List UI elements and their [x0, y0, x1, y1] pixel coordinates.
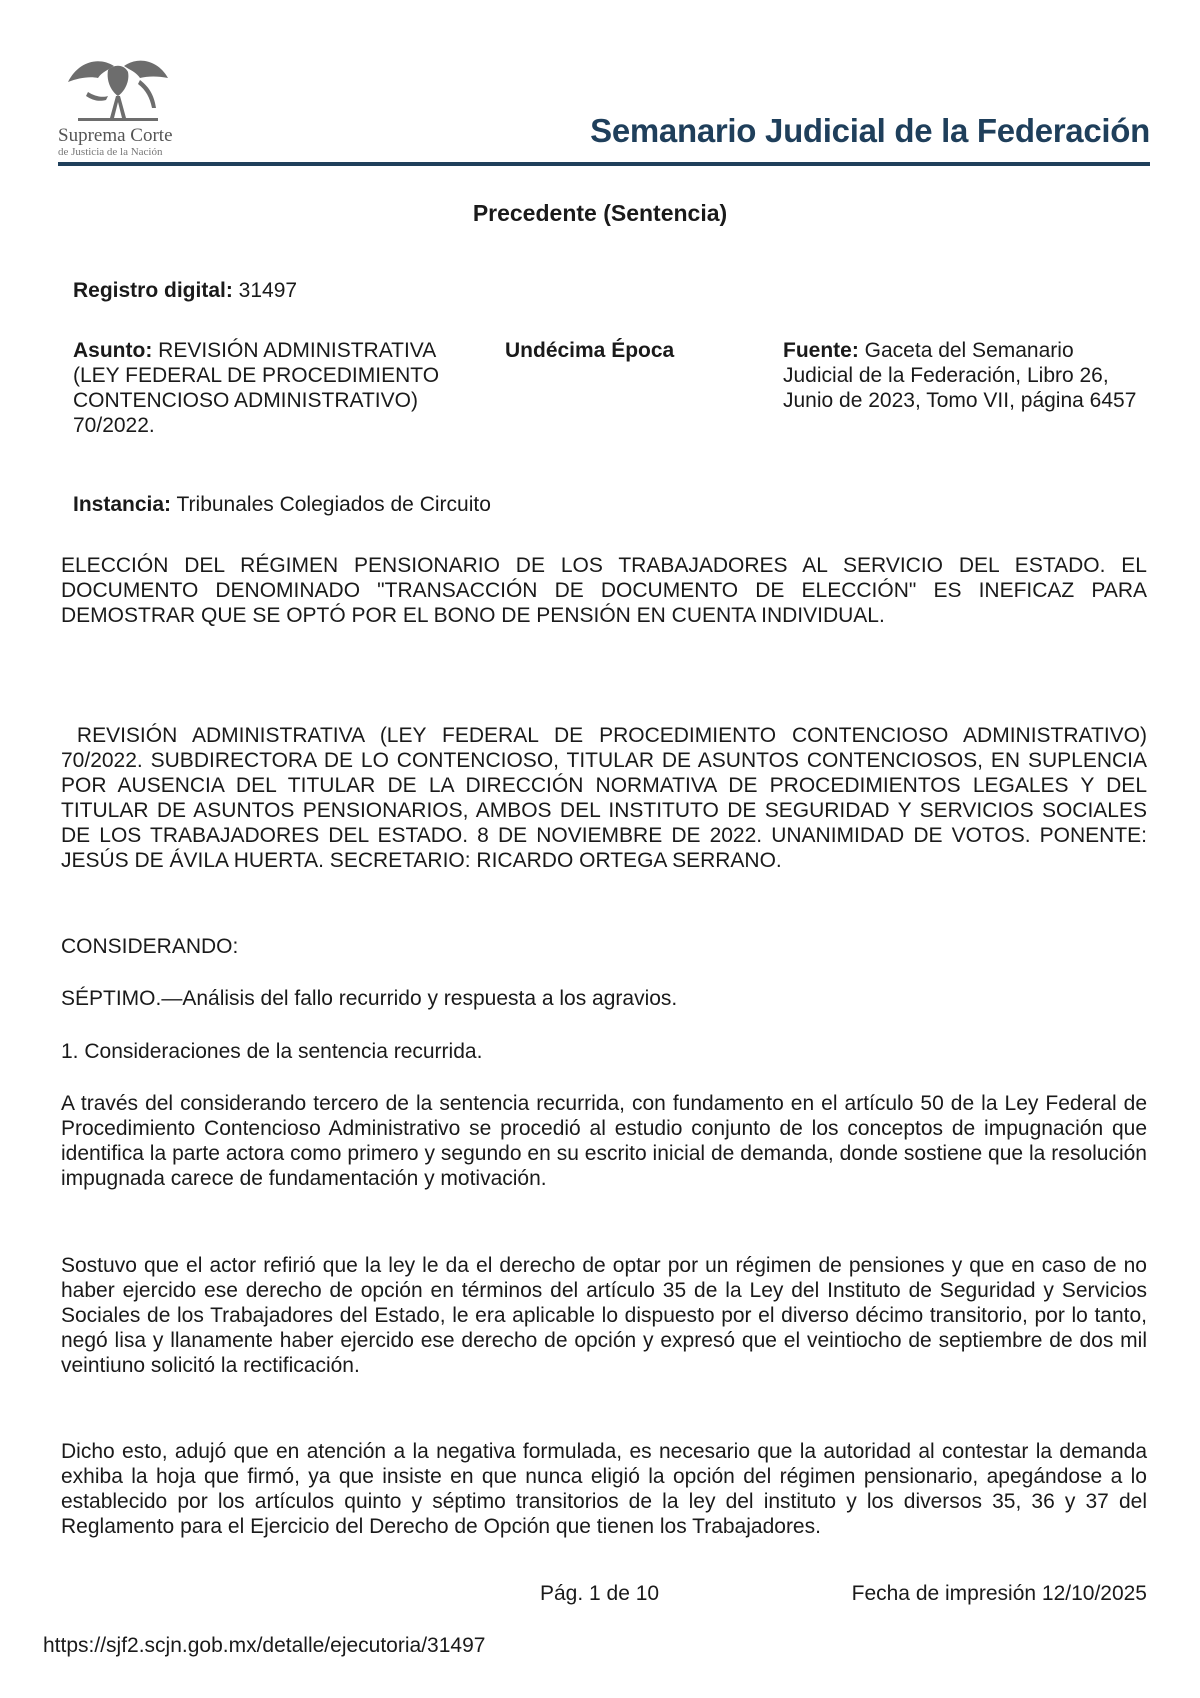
logo-title: Suprema Corte — [58, 125, 173, 146]
fuente — [783, 338, 1143, 413]
instancia-label: Instancia: — [73, 493, 172, 516]
header-divider — [58, 162, 1150, 166]
asunto-label: Asunto: — [73, 339, 153, 362]
publication-title: Semanario Judicial de la Federación — [590, 112, 1150, 149]
paragraph: Dicho esto, adujó que en atención a la negativa formulada, es necesario que la autoridad al contestar la demanda exhiba la hoja que firmó, ya que insiste en que nunca eligió la opción del régimen pensionario, apegándose a lo establecido por los artículos quinto y séptimo transitorios de la ley del instituto y los diversos 35, 36 y 37 del Reglamento para el Ejercicio del Derecho de Opción que tienen los Trabajadores. — [61, 1440, 1147, 1538]
paragraph: Sostuvo que el actor refirió que la ley le da el derecho de optar por un régimen de pensiones y que en caso de no haber ejercido ese derecho de opción en términos del artículo 35 de la Ley del Instituto de Seguridad y Servicios Sociales de los Trabajadores del Estado, le era aplicable lo dispuesto por el diverso décimo transitorio, por lo tanto, negó lisa y llanamente haber ejercido ese derecho de opción y expresó que el veintiocho de septiembre de dos mil veintiuno solicitó la rectificación. — [61, 1254, 1147, 1377]
fuente-value: Gaceta del Semanario Judicial de la Federación, Libro 26, Junio de 2023, Tomo VII, página 6457 — [783, 339, 1137, 412]
scjn-logo — [58, 52, 188, 162]
document-type-heading: Precedente (Sentencia) — [472, 200, 728, 226]
page-number: Pág. 1 de 10 — [540, 1582, 660, 1605]
registro-digital — [73, 278, 297, 303]
eagle-emblem-icon — [58, 52, 178, 124]
section-1-heading: 1. Consideraciones de la sentencia recurrida. — [61, 1040, 483, 1063]
instancia-value: Tribunales Colegiados de Circuito — [171, 493, 491, 516]
logo-subtitle: de Justicia de la Nación — [58, 146, 163, 158]
source-url: https://sjf2.scjn.gob.mx/detalle/ejecutoria/31497 — [43, 1634, 486, 1657]
paragraph: A través del considerando tercero de la sentencia recurrida, con fundamento en el artículo 50 de la Ley Federal de Procedimiento Contencioso Administrativo se procedió al estudio conjunto de los conceptos de impugnación que identifica la parte actora como primero y segundo en su escrito inicial de demanda, donde sostiene que la resolución impugnada carece de fundamentación y motivación. — [61, 1092, 1147, 1190]
rubro-text: ELECCIÓN DEL RÉGIMEN PENSIONARIO DE LOS TRABAJADORES AL SERVICIO DEL ESTADO. EL DOCUMENTO DENOMINADO "TRANSACCIÓN DE DOCUMENTO DE ELECCIÓN" ES INEFICAZ PARA DEMOSTRAR QUE SE OPTÓ POR EL BONO DE PENSIÓN EN CUENTA INDIVIDUAL. — [61, 554, 1147, 627]
registro-label: Registro digital: — [73, 279, 233, 302]
print-date: Fecha de impresión 12/10/2025 — [851, 1582, 1147, 1605]
asunto-value: REVISIÓN ADMINISTRATIVA (LEY FEDERAL DE PROCEDIMIENTO CONTENCIOSO ADMINISTRATIVO) 70/2022. — [73, 339, 440, 437]
considerando-heading: CONSIDERANDO: — [61, 935, 239, 958]
precedente-text: REVISIÓN ADMINISTRATIVA (LEY FEDERAL DE PROCEDIMIENTO CONTENCIOSO ADMINISTRATIVO) 70/2022. SUBDIRECTORA DE LO CONTENCIOSO, TITULAR DE ASUNTOS CONTENCIOSOS, EN SUPLENCIA POR AUSENCIA DEL TITULAR DE LA DIRECCIÓN NORMATIVA DE PROCEDIMIENTOS LEGALES Y DEL TITULAR DE ASUNTOS PENSIONARIOS, AMBOS DEL INSTITUTO DE SEGURIDAD Y SERVICIOS SOCIALES DE LOS TRABAJADORES DEL ESTADO. 8 DE NOVIEMBRE DE 2022. UNANIMIDAD DE VOTOS. PONENTE: JESÚS DE ÁVILA HUERTA. SECRETARIO: RICARDO ORTEGA SERRANO. — [61, 724, 1153, 872]
fuente-label: Fuente: — [783, 339, 859, 362]
asunto — [73, 338, 453, 438]
epoca: Undécima Época — [505, 339, 675, 362]
septimo-heading: SÉPTIMO.—Análisis del fallo recurrido y respuesta a los agravios. — [61, 987, 678, 1010]
registro-value: 31497 — [232, 279, 298, 302]
instancia — [73, 492, 491, 517]
